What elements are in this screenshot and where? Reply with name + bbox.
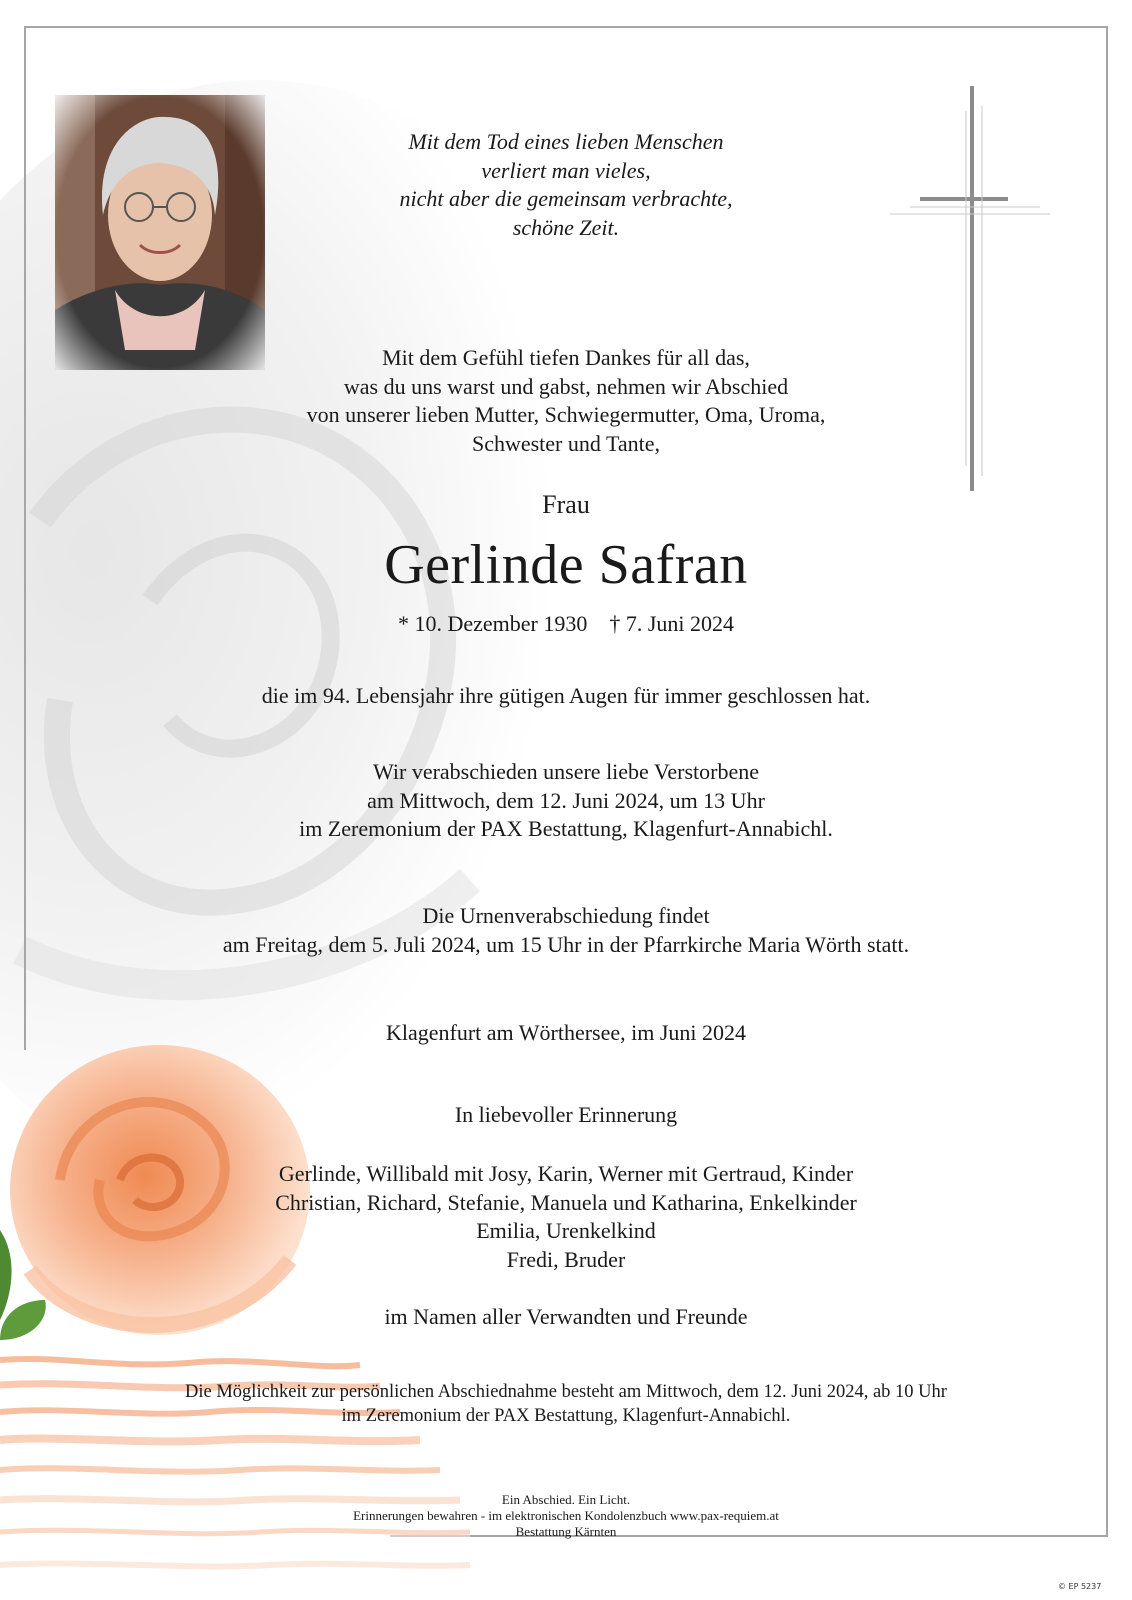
life-dates xyxy=(120,611,1012,637)
farewell-line: am Mittwoch, dem 12. Juni 2024, um 13 Uhr xyxy=(367,787,765,813)
farewell-block xyxy=(120,758,1012,844)
birth-date: * 10. Dezember 1930 xyxy=(397,611,588,636)
family-line: Christian, Richard, Stefanie, Manuela und Katharina, Enkelkinder xyxy=(275,1189,857,1215)
intro-line: von unserer lieben Mutter, Schwiegermutter, Oma, Uroma, xyxy=(306,402,826,427)
footer-line: Erinnerungen bewahren - im elektronischen Kondolenzbuch www.pax-requiem.at xyxy=(353,1508,779,1523)
footer-block xyxy=(120,1492,1012,1540)
age-statement: die im 94. Lebensjahr ihre gütigen Augen für immer geschlossen hat. xyxy=(261,683,871,708)
frame-left-line xyxy=(24,26,26,1050)
deceased-name: Gerlinde Safran xyxy=(384,534,748,596)
urn-line: Die Urnenverabschiedung findet xyxy=(422,903,710,928)
print-code: © EP 5237 xyxy=(1058,1582,1102,1591)
footer-line: Ein Abschied. Ein Licht. xyxy=(501,1492,631,1507)
intro-line: Schwester und Tante, xyxy=(471,430,661,456)
farewell-line: im Zeremonium der PAX Bestattung, Klagenfurt-Annabichl. xyxy=(299,816,833,841)
viewing-line: Die Möglichkeit zur persönlichen Abschiednahme besteht am Mittwoch, dem 12. Juni 2024, ab 10 Uhr xyxy=(185,1382,947,1402)
place-date: Klagenfurt am Wörthersee, im Juni 2024 xyxy=(385,1020,747,1045)
quote-line: Mit dem Tod eines lieben Menschen xyxy=(408,129,724,154)
family-line: Emilia, Urenkelkind xyxy=(476,1218,656,1243)
quote-block xyxy=(120,128,1012,242)
intro-line: Mit dem Gefühl tiefen Dankes für all das, xyxy=(382,345,750,370)
footer-line: Bestattung Kärnten xyxy=(515,1524,617,1539)
salutation: Frau xyxy=(542,490,590,519)
viewing-block xyxy=(100,1380,1032,1428)
on-behalf-line: im Namen aller Verwandten und Freunde xyxy=(384,1304,748,1329)
urn-line: am Freitag, dem 5. Juli 2024, um 15 Uhr in der Pfarrkirche Maria Wörth statt. xyxy=(222,931,910,957)
intro-line: was du uns warst und gabst, nehmen wir Abschied xyxy=(343,373,789,399)
urn-farewell-block xyxy=(120,902,1012,959)
family-block xyxy=(120,1160,1012,1274)
quote-line: verliert man vieles, xyxy=(481,157,651,183)
quote-line: nicht aber die gemeinsam verbrachte, xyxy=(399,186,733,211)
family-line: Fredi, Bruder xyxy=(506,1246,626,1272)
memory-heading: In liebevoller Erinnerung xyxy=(454,1102,678,1127)
frame-top-line xyxy=(24,26,1108,28)
intro-block xyxy=(120,344,1012,458)
death-date: † 7. Juni 2024 xyxy=(609,611,735,636)
frame-right-line xyxy=(1106,26,1108,1536)
quote-line: schöne Zeit. xyxy=(512,214,620,240)
viewing-line: im Zeremonium der PAX Bestattung, Klagenfurt-Annabichl. xyxy=(341,1406,791,1426)
family-line: Gerlinde, Willibald mit Josy, Karin, Werner mit Gertraud, Kinder xyxy=(278,1161,854,1186)
farewell-line: Wir verabschieden unsere liebe Verstorbene xyxy=(373,759,759,784)
